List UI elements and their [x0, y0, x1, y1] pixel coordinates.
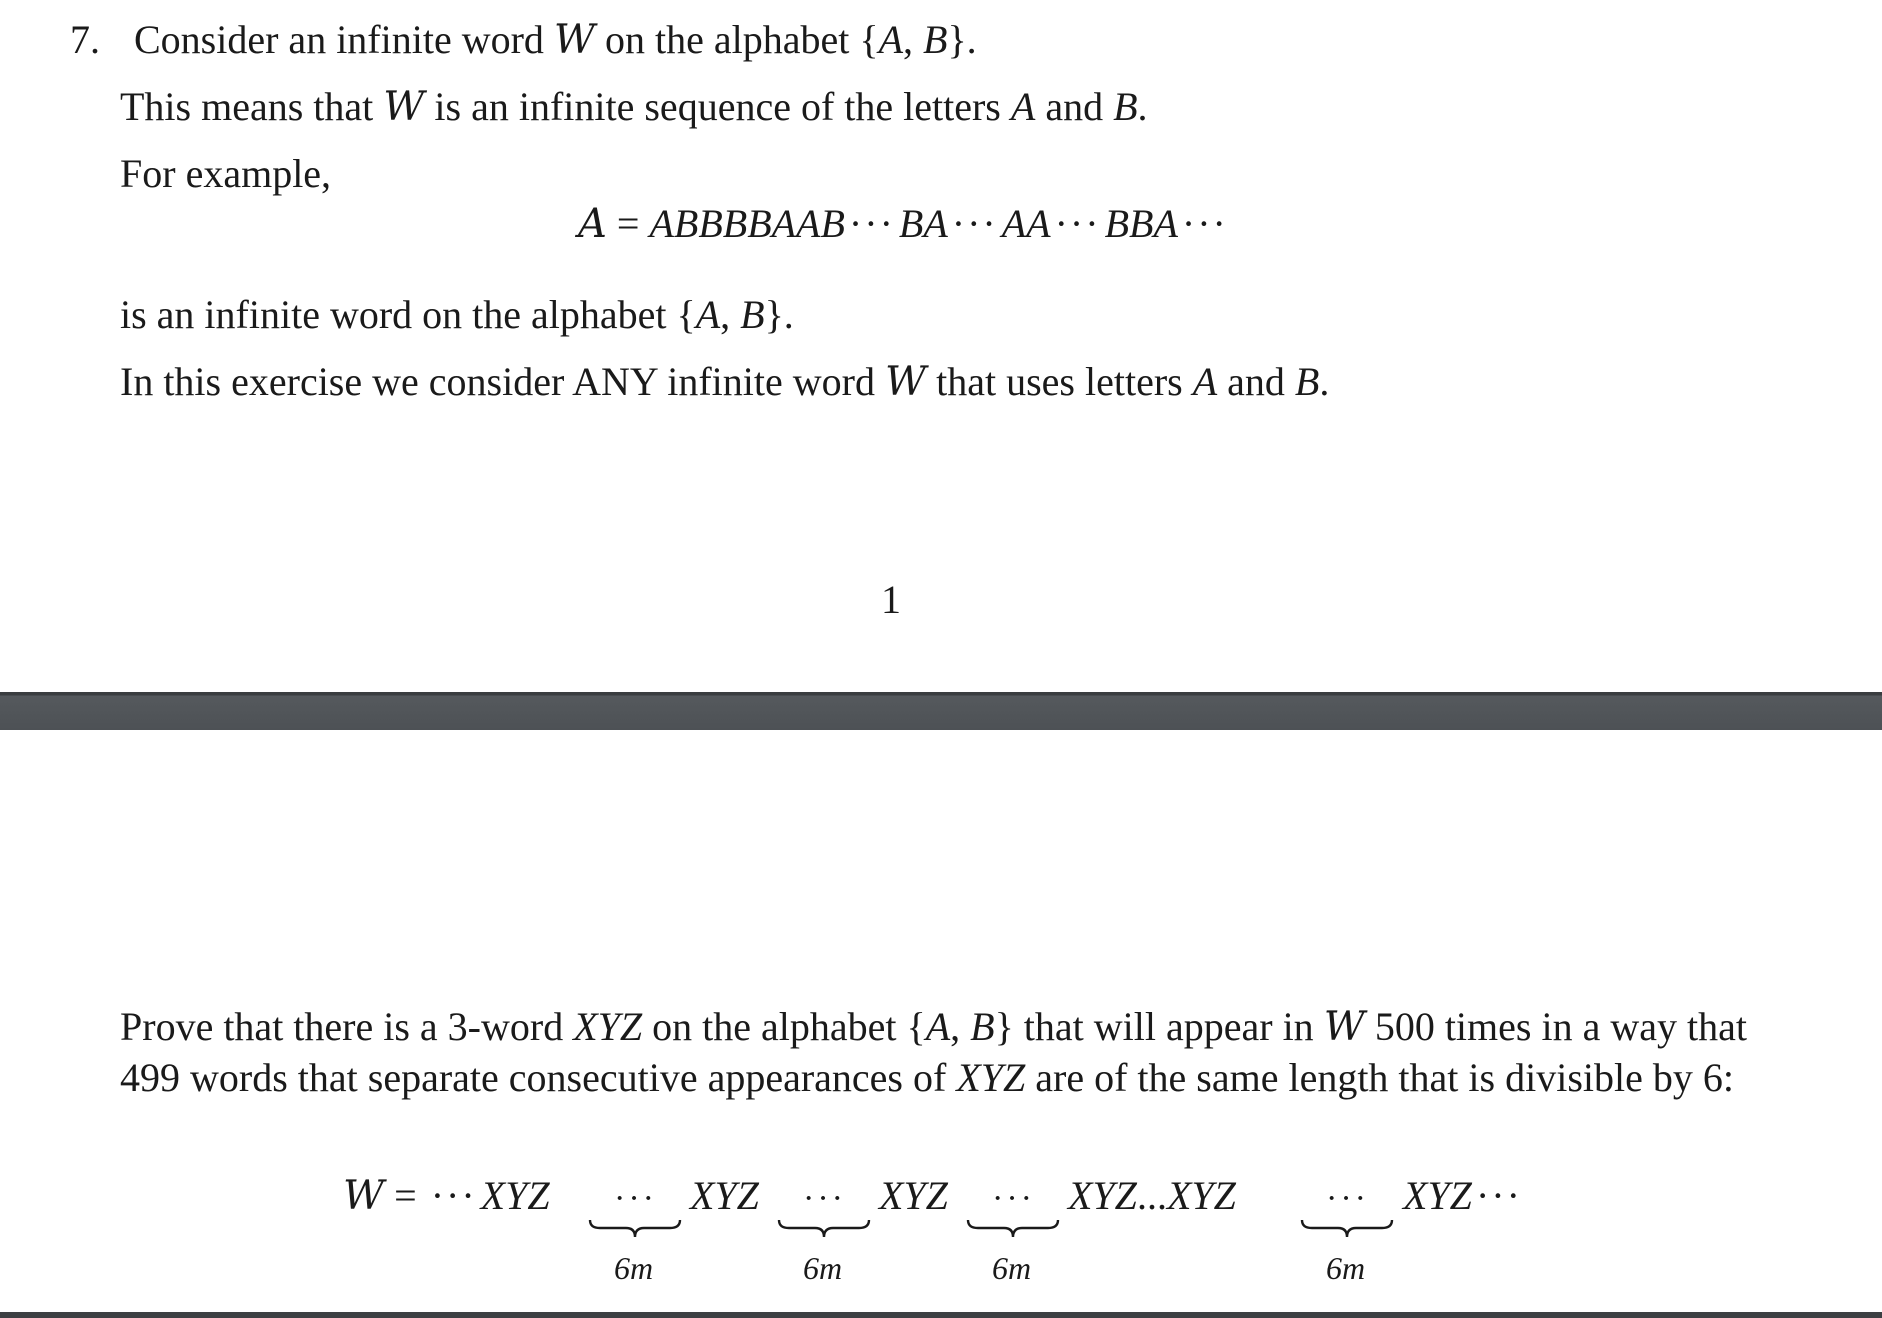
example-equation: A = ABBBBAAB ··· BA ··· AA ··· BBA ···: [578, 201, 1228, 247]
problem-number: 7.: [70, 17, 100, 62]
prove-line-2: 499 words that separate consecutive appearances of XYZ are of the same length that is divisible by 6:: [120, 1055, 1734, 1100]
definition-line: This means that W is an infinite sequence of the letters A and B.: [120, 84, 1148, 130]
final-eq-xyz-4: XYZ...XYZ: [1068, 1173, 1236, 1218]
problem-intro-line: 7. Consider an infinite word W on the alphabet {A, B}.: [70, 17, 977, 63]
word-symbol-w: W: [553, 17, 596, 63]
page-number: 1: [881, 577, 901, 622]
example-word-symbol: A: [578, 201, 607, 247]
brace-label-6m: 6m: [614, 1250, 654, 1286]
brace-label-6m: 6m: [992, 1250, 1032, 1286]
page-bottom-edge: [0, 1312, 1882, 1318]
exercise-line: In this exercise we consider ANY infinite word W that uses letters A and B.: [120, 359, 1330, 405]
final-eq-xyz-3: XYZ: [879, 1173, 948, 1218]
underbrace: [1300, 1218, 1394, 1240]
final-eq-xyz-2: XYZ: [690, 1173, 759, 1218]
underbrace: [588, 1218, 682, 1240]
for-example-line: For example,: [120, 151, 332, 196]
brace-label-6m: 6m: [1326, 1250, 1366, 1286]
brace-label-6m: 6m: [803, 1250, 843, 1286]
infinite-word-line: is an infinite word on the alphabet {A, B}.: [120, 292, 794, 337]
final-eq-lhs: W = ··· XYZ: [343, 1173, 550, 1219]
final-eq-xyz-last: XYZ ···: [1403, 1173, 1522, 1218]
underbrace: [966, 1218, 1060, 1240]
prove-line-1: Prove that there is a 3-word XYZ on the alphabet {A, B} that will appear in W 500 times in a way that: [120, 1004, 1747, 1050]
underbrace: [777, 1218, 871, 1240]
page-separator: [0, 692, 1882, 730]
